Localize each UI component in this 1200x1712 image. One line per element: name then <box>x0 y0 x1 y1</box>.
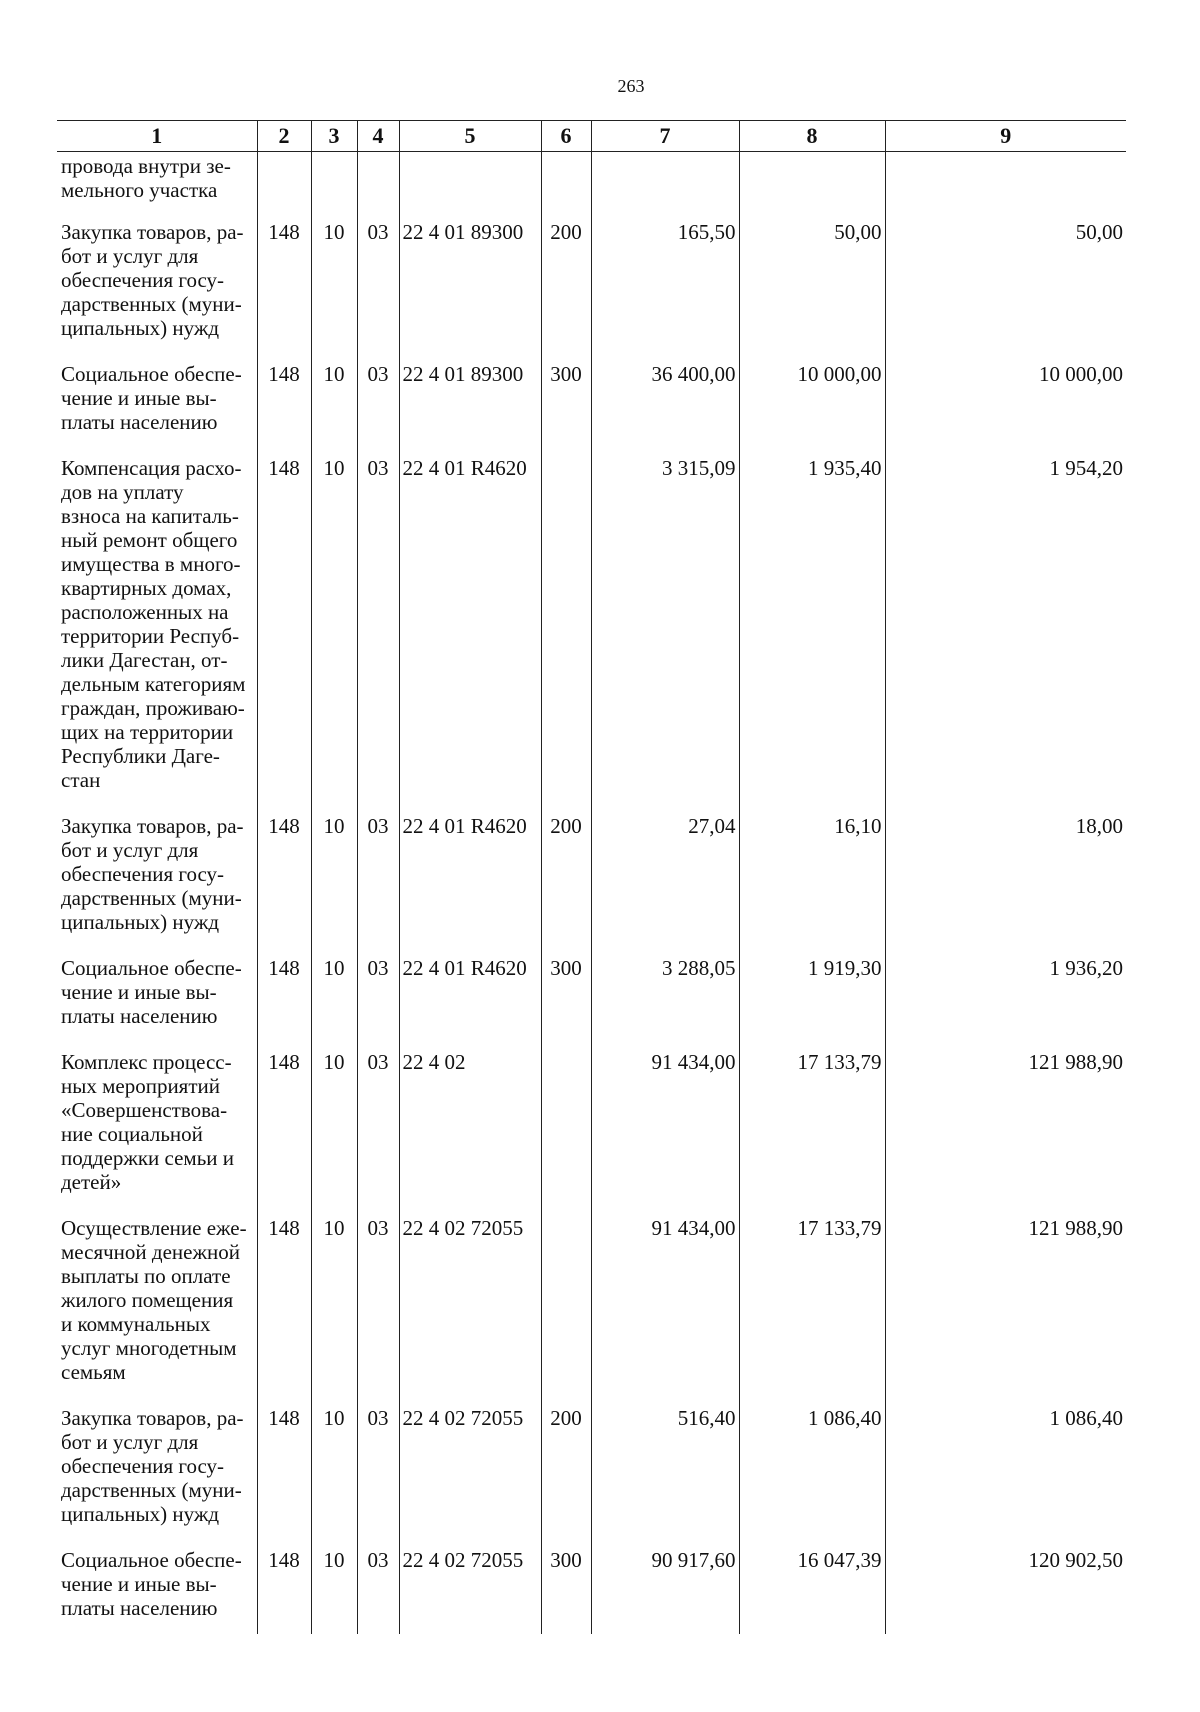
admin-code-cell: 148 <box>257 1044 311 1210</box>
section-cell: 10 <box>311 808 357 950</box>
amount-col9-cell: 10 000,00 <box>885 356 1126 450</box>
amount-col7-cell: 516,40 <box>591 1400 739 1542</box>
table-row <box>57 356 1126 450</box>
target-article-cell: 22 4 02 72055 <box>399 1542 541 1634</box>
table-row <box>57 1542 1126 1634</box>
admin-code-cell: 148 <box>257 450 311 808</box>
subsection-cell: 03 <box>357 1210 399 1400</box>
table-row <box>57 152 1126 215</box>
row-name-cell: провода внутри зе- мельного участка <box>61 154 231 202</box>
amount-col8-cell: 1 086,40 <box>739 1400 885 1542</box>
column-header: 3 <box>311 121 357 152</box>
page-number: 263 <box>617 76 645 96</box>
table-row <box>57 808 1126 950</box>
section-cell: 10 <box>311 950 357 1044</box>
subsection-cell: 03 <box>357 1044 399 1210</box>
column-header: 2 <box>257 121 311 152</box>
admin-code-cell: 148 <box>257 356 311 450</box>
expense-type-cell <box>541 1210 591 1400</box>
amount-col7-cell <box>591 152 739 215</box>
column-header: 7 <box>591 121 739 152</box>
section-cell: 10 <box>311 1542 357 1634</box>
table-row <box>57 450 1126 808</box>
column-header: 6 <box>541 121 591 152</box>
section-cell: 10 <box>311 1044 357 1210</box>
expense-type-cell <box>541 1044 591 1210</box>
amount-col8-cell: 50,00 <box>739 214 885 356</box>
row-name-cell: Социальное обеспе- чение и иные вы- платы населению <box>61 956 242 1028</box>
target-article-cell: 22 4 01 R4620 <box>399 950 541 1044</box>
column-header: 1 <box>57 121 257 152</box>
section-cell: 10 <box>311 1210 357 1400</box>
row-name-cell: Социальное обеспе- чение и иные вы- платы населению <box>61 362 242 434</box>
table-row <box>57 1044 1126 1210</box>
admin-code-cell: 148 <box>257 1210 311 1400</box>
amount-col9-cell: 1 086,40 <box>885 1400 1126 1542</box>
row-name-cell: Закупка товаров, ра- бот и услуг для обеспечения госу- дарственных (муни- ципальных) нужд <box>61 220 244 340</box>
amount-col9-cell: 120 902,50 <box>885 1542 1126 1634</box>
amount-col8-cell: 17 133,79 <box>739 1210 885 1400</box>
amount-col7-cell: 3 288,05 <box>591 950 739 1044</box>
column-header: 4 <box>357 121 399 152</box>
section-cell: 10 <box>311 214 357 356</box>
table-row <box>57 1400 1126 1542</box>
target-article-cell: 22 4 01 89300 <box>399 214 541 356</box>
amount-col7-cell: 91 434,00 <box>591 1044 739 1210</box>
admin-code-cell: 148 <box>257 214 311 356</box>
admin-code-cell: 148 <box>257 950 311 1044</box>
amount-col9-cell: 1 936,20 <box>885 950 1126 1044</box>
amount-col8-cell: 16,10 <box>739 808 885 950</box>
section-cell: 10 <box>311 356 357 450</box>
amount-col9-cell: 121 988,90 <box>885 1044 1126 1210</box>
expense-type-cell <box>541 450 591 808</box>
row-name-cell: Закупка товаров, ра- бот и услуг для обеспечения госу- дарственных (муни- ципальных) нужд <box>61 814 244 934</box>
amount-col9-cell: 18,00 <box>885 808 1126 950</box>
table-row <box>57 950 1126 1044</box>
target-article-cell: 22 4 01 89300 <box>399 356 541 450</box>
column-header: 8 <box>739 121 885 152</box>
expense-type-cell: 200 <box>541 808 591 950</box>
section-cell: 10 <box>311 1400 357 1542</box>
admin-code-cell: 148 <box>257 1542 311 1634</box>
expense-type-cell: 200 <box>541 1400 591 1542</box>
amount-col9-cell: 50,00 <box>885 214 1126 356</box>
subsection-cell: 03 <box>357 950 399 1044</box>
expense-type-cell: 200 <box>541 214 591 356</box>
amount-col7-cell: 27,04 <box>591 808 739 950</box>
expense-type-cell: 300 <box>541 950 591 1044</box>
subsection-cell: 03 <box>357 450 399 808</box>
subsection-cell: 03 <box>357 214 399 356</box>
subsection-cell: 03 <box>357 1542 399 1634</box>
subsection-cell <box>357 152 399 215</box>
amount-col8-cell <box>739 152 885 215</box>
row-name-cell: Компенсация расхо- дов на уплату взноса на капиталь- ный ремонт общего имущества в много- квартирных домах, расположенных на территории Респуб- лики Дагестан, от- дельным категориям граждан, проживаю- щих на территории Республики Даге- стан <box>61 456 246 792</box>
row-name-cell: Комплекс процесс- ных мероприятий «Совершенствова- ние социальной поддержки семьи и детей» <box>61 1050 235 1194</box>
section-cell: 10 <box>311 450 357 808</box>
amount-col7-cell: 3 315,09 <box>591 450 739 808</box>
target-article-cell: 22 4 02 72055 <box>399 1210 541 1400</box>
target-article-cell: 22 4 01 R4620 <box>399 808 541 950</box>
amount-col8-cell: 16 047,39 <box>739 1542 885 1634</box>
amount-col7-cell: 91 434,00 <box>591 1210 739 1400</box>
row-name-cell: Закупка товаров, ра- бот и услуг для обеспечения госу- дарственных (муни- ципальных) нужд <box>61 1406 244 1526</box>
column-header: 5 <box>399 121 541 152</box>
amount-col7-cell: 165,50 <box>591 214 739 356</box>
expense-type-cell <box>541 152 591 215</box>
target-article-cell <box>399 152 541 215</box>
row-name-cell: Осуществление еже- месячной денежной выплаты по оплате жилого помещения и коммунальных услуг многодетным семьям <box>61 1216 247 1384</box>
budget-table <box>57 120 1126 1634</box>
admin-code-cell: 148 <box>257 1400 311 1542</box>
amount-col9-cell: 1 954,20 <box>885 450 1126 808</box>
target-article-cell: 22 4 02 72055 <box>399 1400 541 1542</box>
amount-col7-cell: 90 917,60 <box>591 1542 739 1634</box>
subsection-cell: 03 <box>357 1400 399 1542</box>
column-header: 9 <box>885 121 1126 152</box>
expense-type-cell: 300 <box>541 1542 591 1634</box>
amount-col7-cell: 36 400,00 <box>591 356 739 450</box>
table-row <box>57 214 1126 356</box>
table-body <box>57 152 1126 1635</box>
amount-col9-cell <box>885 152 1126 215</box>
subsection-cell: 03 <box>357 808 399 950</box>
subsection-cell: 03 <box>357 356 399 450</box>
admin-code-cell <box>257 152 311 215</box>
expense-type-cell: 300 <box>541 356 591 450</box>
table-row <box>57 1210 1126 1400</box>
amount-col8-cell: 1 919,30 <box>739 950 885 1044</box>
amount-col9-cell: 121 988,90 <box>885 1210 1126 1400</box>
target-article-cell: 22 4 02 <box>399 1044 541 1210</box>
amount-col8-cell: 1 935,40 <box>739 450 885 808</box>
amount-col8-cell: 10 000,00 <box>739 356 885 450</box>
table-header-row <box>57 121 1126 152</box>
row-name-cell: Социальное обеспе- чение и иные вы- платы населению <box>61 1548 242 1620</box>
amount-col8-cell: 17 133,79 <box>739 1044 885 1210</box>
section-cell <box>311 152 357 215</box>
admin-code-cell: 148 <box>257 808 311 950</box>
target-article-cell: 22 4 01 R4620 <box>399 450 541 808</box>
